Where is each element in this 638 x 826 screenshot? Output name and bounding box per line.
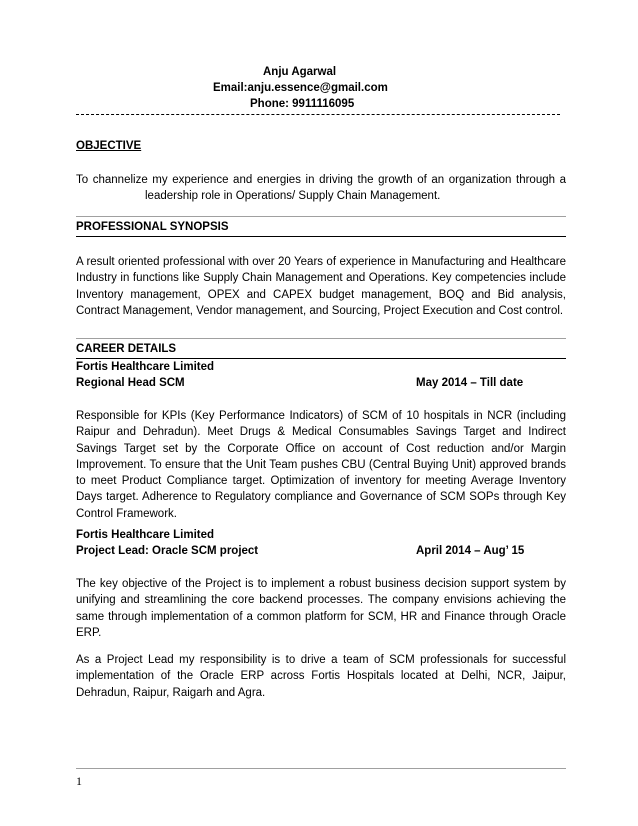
job-company: Fortis Healthcare Limited bbox=[76, 529, 215, 541]
synopsis-text: A result oriented professional with over 20 Years of experience in Manufacturing and Healthcare Industry in functions like Supply Chain Management and Operations. Key competencies include Inventory management, OPEX and CAPEX budget management, BOQ and Bid analysis, Contract Management, Vendor management, and Sourcing, Project Execution and Cost control. bbox=[76, 256, 566, 317]
candidate-phone: Phone: 9911116095 bbox=[250, 98, 355, 110]
job-dates: April 2014 – Aug’ 15 bbox=[416, 545, 525, 557]
synopsis-bottom-rule bbox=[76, 236, 566, 237]
objective-heading: OBJECTIVE bbox=[76, 140, 142, 152]
career-heading: CAREER DETAILS bbox=[76, 343, 177, 355]
page-number: 1 bbox=[76, 774, 82, 788]
candidate-name: Anju Agarwal bbox=[263, 66, 337, 78]
job-description: Responsible for KPIs (Key Performance Indicators) of SCM of 10 hospitals in NCR (including Raipur and Dehradun). Meet Drugs & Medical Consumables Savings Target and Indirect Savings Target set by the Corporate Office on account of Cost reduction and/or Margin Improvement. To ensure that the Unit Team pushes CBU (Central Buying Unit) approved brands to meet Product Compliance target. Optimization of inventory for meeting Average Inventory Days target. Adherence to Regulatory compliance and Governance of SCM SOPs through Key Control Framework. bbox=[76, 410, 566, 520]
objective-line-2: leadership role in Operations/ Supply Chain Management. bbox=[145, 190, 441, 203]
objective-line-1: To channelize my experience and energies in driving the growth of an organization through a bbox=[76, 174, 566, 186]
job-title-row bbox=[76, 377, 566, 389]
job-title: Project Lead: Oracle SCM project bbox=[76, 545, 259, 557]
job-title-row bbox=[76, 545, 566, 557]
header-separator bbox=[76, 114, 560, 115]
career-top-rule bbox=[76, 338, 566, 339]
candidate-email: Email:anju.essence@gmail.com bbox=[213, 82, 388, 94]
career-bottom-rule bbox=[76, 358, 566, 359]
synopsis-heading: PROFESSIONAL SYNOPSIS bbox=[76, 221, 229, 233]
job-dates: May 2014 – Till date bbox=[416, 377, 524, 389]
objective-text bbox=[76, 172, 566, 205]
footer-rule bbox=[76, 768, 566, 769]
job-company: Fortis Healthcare Limited bbox=[76, 361, 215, 373]
synopsis-top-rule bbox=[76, 216, 566, 217]
job-description: As a Project Lead my responsibility is to drive a team of SCM professionals for successful implementation of the Oracle ERP across Fortis Hospitals located at Delhi, NCR, Jaipur, Dehradun, Raipur, Raigarh and Agra. bbox=[76, 654, 566, 699]
job-description: The key objective of the Project is to implement a robust business decision support system by unifying and streamlining the core backend processes. The company envisions achieving the same through implementation of a common platform for SCM, HR and Finance through Oracle ERP. bbox=[76, 578, 566, 639]
job-title: Regional Head SCM bbox=[76, 377, 185, 389]
